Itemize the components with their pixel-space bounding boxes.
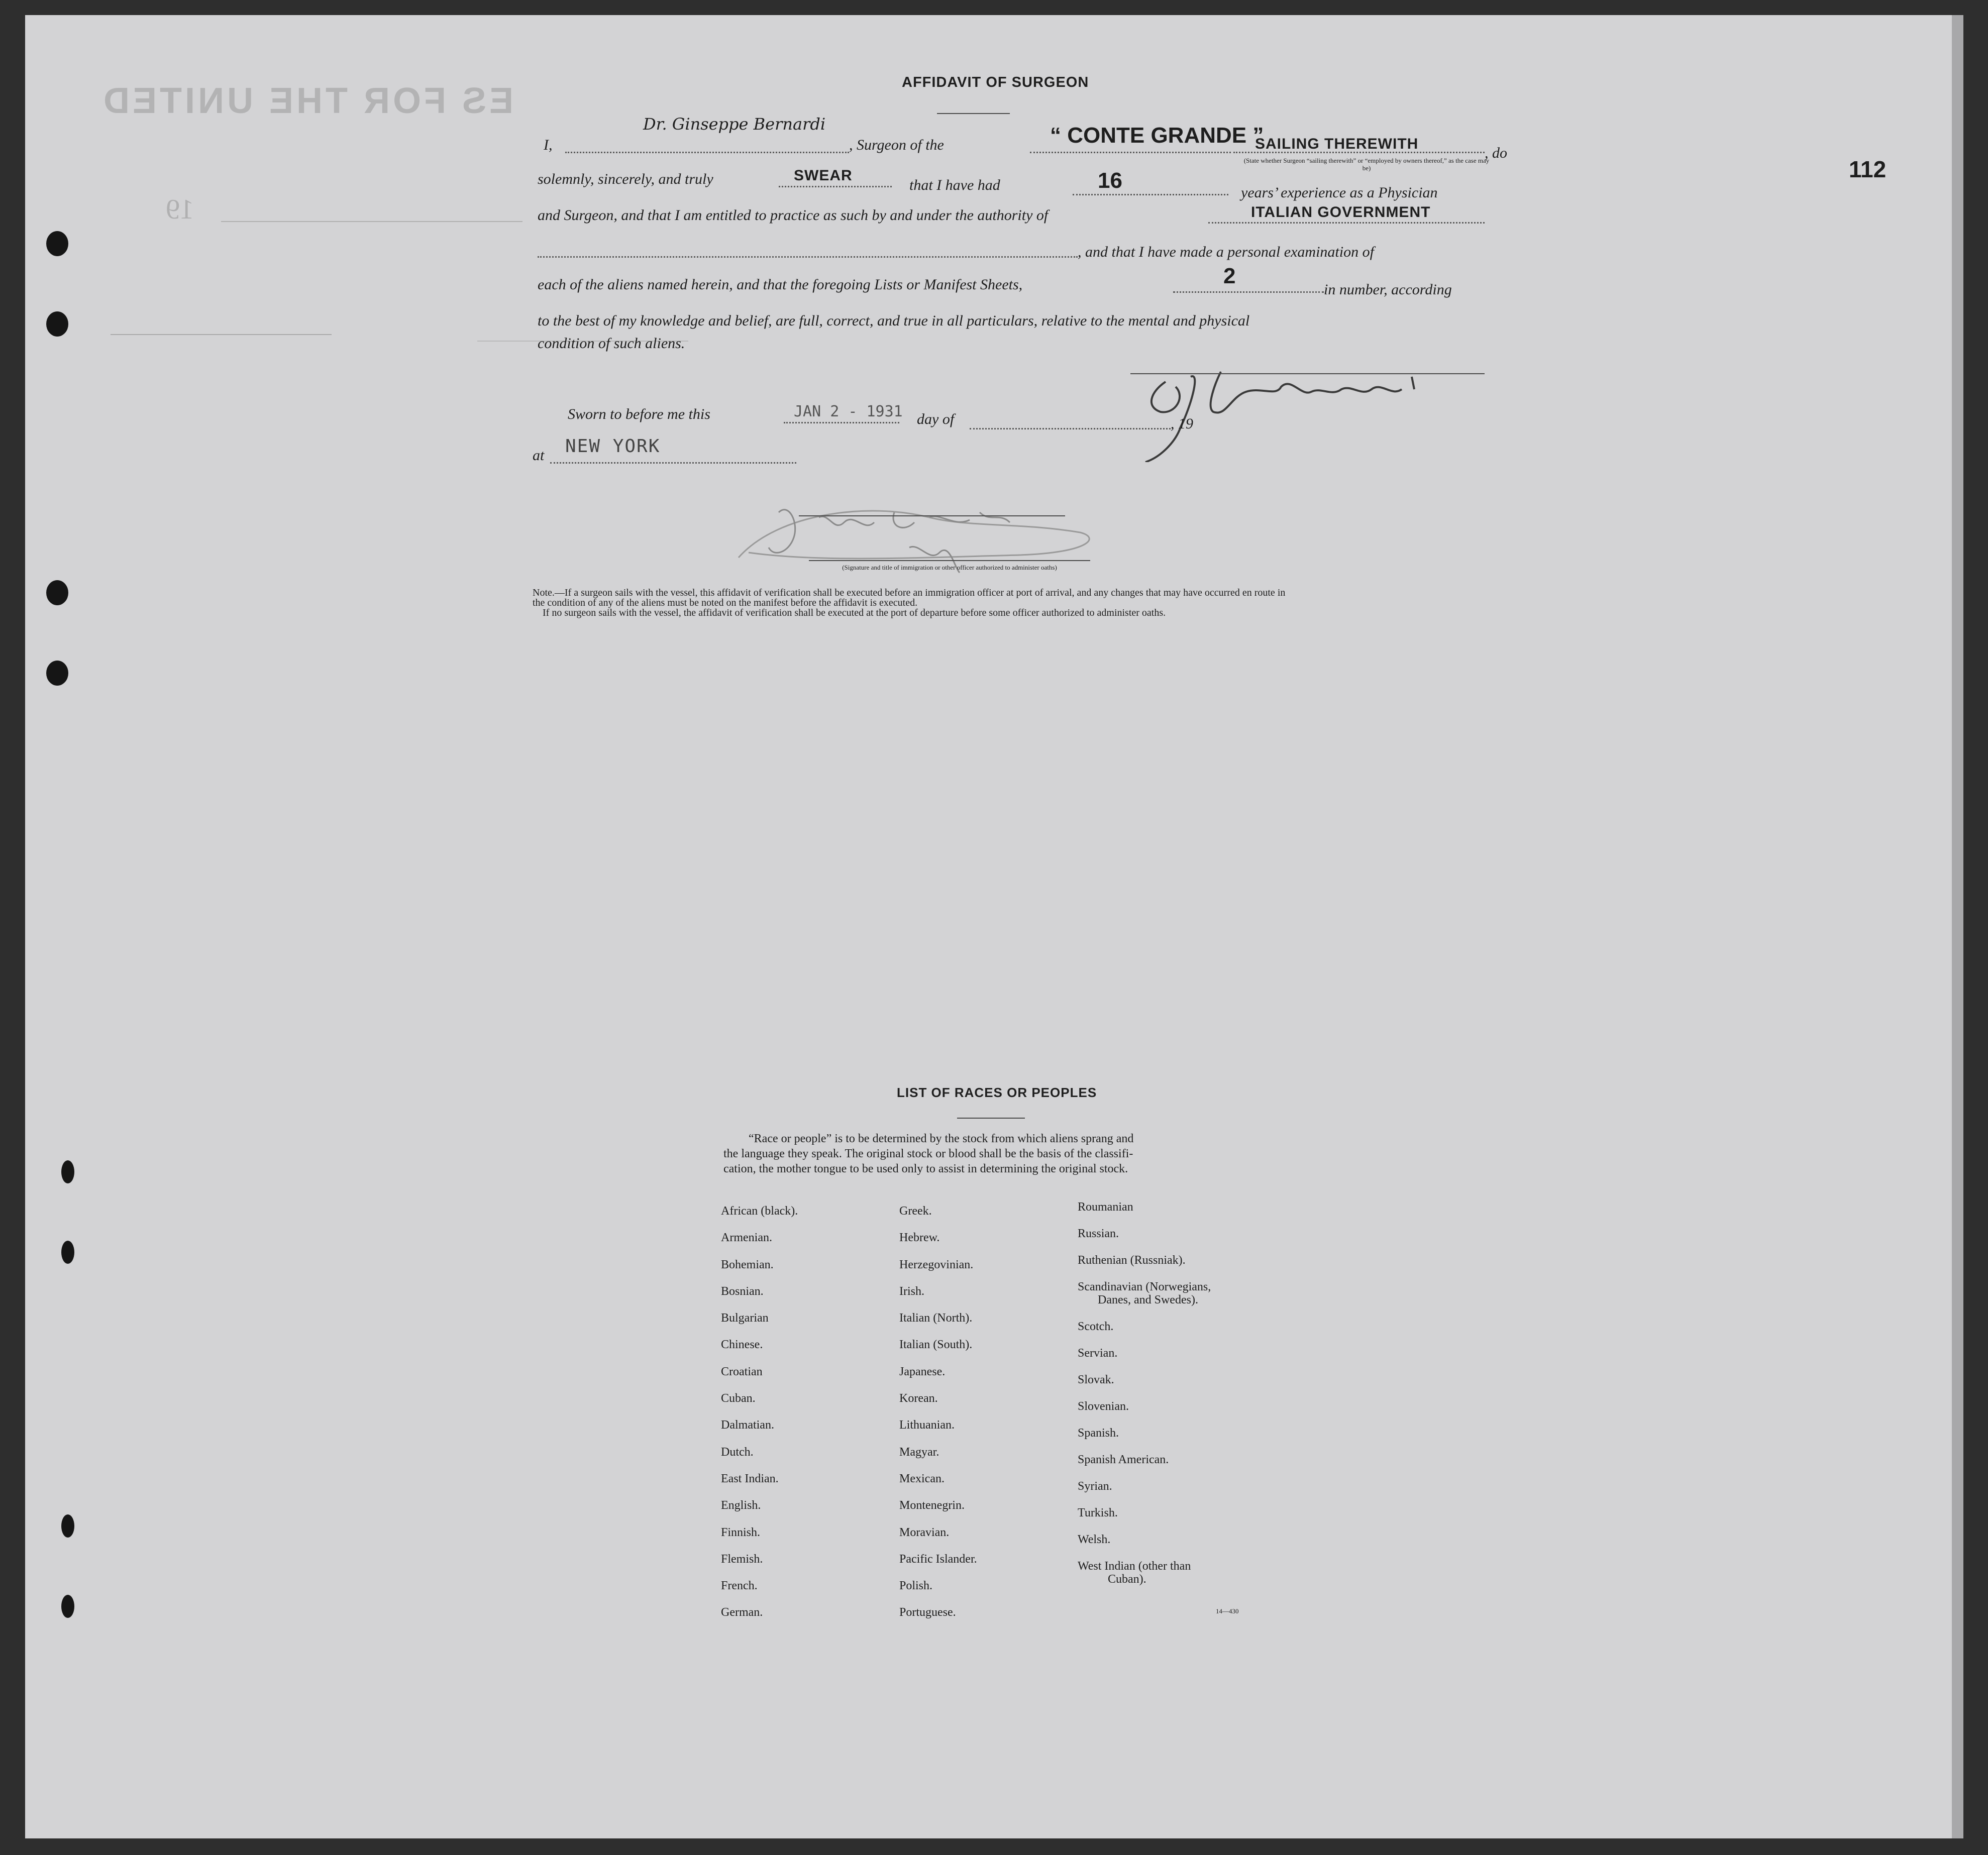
oath-word-field: SWEAR (794, 167, 853, 184)
race-item: West Indian (other than (1078, 1560, 1191, 1573)
race-item: Irish. (899, 1284, 924, 1298)
binder-hole (61, 1595, 74, 1618)
affidavit-text: , Surgeon of the (849, 137, 944, 153)
document-page (25, 15, 1952, 1838)
race-item: German. (721, 1606, 763, 1619)
race-item: Lithuanian. (899, 1418, 955, 1432)
race-item: Russian. (1078, 1227, 1119, 1240)
race-item: Slovenian. (1078, 1400, 1129, 1413)
race-item: Pacific Islander. (899, 1552, 977, 1566)
sworn-text: , 19 (1171, 415, 1193, 432)
intro-line: the language they speak. The original stock or blood shall be the basis of the classifi- (723, 1147, 1133, 1160)
sailing-status-line (1233, 152, 1485, 153)
races-column-1 (721, 1198, 798, 1626)
binder-hole (61, 1514, 74, 1538)
race-item: Welsh. (1078, 1533, 1111, 1546)
authority-continuation-line (538, 256, 1078, 258)
affidavit-heading: AFFIDAVIT OF SURGEON (902, 74, 1089, 90)
sheets-count-line (1173, 291, 1324, 293)
affidavit-text: I, (544, 137, 553, 153)
race-item: Italian (South). (899, 1338, 973, 1352)
race-item: Bohemian. (721, 1258, 774, 1271)
race-item: Polish. (899, 1579, 933, 1593)
race-item: English. (721, 1499, 761, 1512)
years-field: 16 (1098, 168, 1122, 193)
binder-hole (46, 311, 68, 337)
page-number: 112 (1849, 156, 1887, 182)
affidavit-text: to the best of my knowledge and belief, are full, correct, and true in all particulars, relative to the mental and physical (538, 312, 1250, 329)
form-number: 14—430 (1216, 1607, 1239, 1615)
race-item: Flemish. (721, 1552, 763, 1566)
authority-field: ITALIAN GOVERNMENT (1251, 204, 1431, 221)
bleed-through-heading: ES FOR THE UNITED (100, 81, 514, 121)
officer-signature-line (799, 515, 1065, 516)
surgeon-name-field: Dr. Ginseppe Bernardi (643, 115, 826, 134)
place-stamp: NEW YORK (565, 436, 661, 457)
affidavit-text: condition of such aliens. (538, 335, 685, 352)
race-item: Cuban). (1108, 1573, 1146, 1586)
races-intro (723, 1131, 1276, 1176)
binder-hole (61, 1160, 74, 1183)
affidavit-text: each of the aliens named herein, and that the foregoing Lists or Manifest Sheets, (538, 276, 1023, 293)
binder-hole (46, 231, 68, 256)
affidavit-text: , and that I have made a personal examination of (1078, 244, 1374, 260)
officer-signature (718, 482, 1120, 588)
race-item: Spanish. (1078, 1427, 1119, 1440)
affidavit-text: , do (1485, 145, 1507, 161)
binder-hole (46, 580, 68, 605)
race-item: Roumanian (1078, 1201, 1133, 1214)
race-item: Syrian. (1078, 1480, 1112, 1493)
race-item: Herzegovinian. (899, 1258, 974, 1271)
race-item: Slovak. (1078, 1373, 1114, 1386)
bleed-through-rule (111, 334, 332, 335)
surgeon-signature (1130, 342, 1522, 462)
race-item: Montenegrin. (899, 1499, 965, 1512)
races-column-3 (1078, 1201, 1211, 1586)
affidavit-text: in number, according (1324, 281, 1452, 298)
officer-title-line (809, 560, 1090, 561)
race-item: Scandinavian (Norwegians, (1078, 1280, 1211, 1293)
note-line: Note.—If a surgeon sails with the vessel, this affidavit of verification shall be executed before an immigration officer at port of arrival, and any changes that may have occurred en route in (533, 587, 1286, 598)
race-item: Croatian (721, 1365, 763, 1378)
race-item: Dutch. (721, 1445, 754, 1459)
officer-caption: (Signature and title of immigration or other officer authorized to administer oaths) (842, 564, 1057, 571)
sworn-month-line (970, 428, 1171, 429)
note-line: the condition of any of the aliens must be noted on the manifest before the affidavit is executed. (533, 597, 918, 608)
years-line (1073, 194, 1228, 195)
oath-word-line (779, 186, 892, 187)
sailing-status-field: SAILING THEREWITH (1255, 136, 1419, 152)
race-item: Japanese. (899, 1365, 946, 1378)
race-item: Scotch. (1078, 1320, 1114, 1333)
races-heading-underline (957, 1118, 1025, 1119)
race-item: Portuguese. (899, 1606, 956, 1619)
ship-name-field: “ CONTE GRANDE ” (1050, 123, 1264, 148)
race-item: Chinese. (721, 1338, 763, 1352)
surgeon-name-line (565, 152, 849, 153)
race-item: Bulgarian (721, 1312, 769, 1325)
race-item: Mexican. (899, 1472, 945, 1485)
race-item: African (black). (721, 1205, 798, 1218)
race-item: East Indian. (721, 1472, 779, 1485)
sailing-status-note: (State whether Surgeon “sailing therewith” or “employed by owners thereof,” as the case may be) (1243, 157, 1490, 172)
sworn-date-line (784, 422, 899, 423)
intro-line: “Race or people” is to be determined by the stock from which aliens sprang and (749, 1132, 1134, 1145)
race-item: Bosnian. (721, 1284, 764, 1298)
race-item: Danes, and Swedes). (1098, 1293, 1198, 1306)
race-item: Moravian. (899, 1525, 950, 1539)
race-item: Dalmatian. (721, 1418, 774, 1432)
sheets-count-field: 2 (1223, 264, 1236, 288)
races-column-2 (899, 1198, 977, 1626)
bleed-through-rule (221, 221, 522, 222)
note-line: If no surgeon sails with the vessel, the affidavit of verification shall be executed at the port of departure before some officer authorized to administer oaths. (543, 607, 1166, 618)
race-item: Finnish. (721, 1525, 761, 1539)
authority-line (1208, 222, 1485, 224)
race-item: French. (721, 1579, 758, 1593)
race-item: Hebrew. (899, 1231, 940, 1245)
affidavit-text: and Surgeon, and that I am entitled to practice as such by and under the authority of (538, 207, 1049, 224)
surgeon-signature-line (1130, 373, 1485, 374)
affidavit-note (533, 588, 1497, 618)
race-item: Servian. (1078, 1347, 1118, 1360)
intro-line: cation, the mother tongue to be used only to assist in determining the original stock. (723, 1162, 1128, 1175)
ship-name-line (1030, 152, 1231, 153)
race-item: Korean. (899, 1392, 938, 1405)
heading-underline (937, 113, 1010, 114)
sworn-text: day of (917, 411, 955, 427)
race-item: Cuban. (721, 1392, 756, 1405)
place-line (550, 462, 796, 464)
sworn-date-stamp: JAN 2 - 1931 (794, 403, 903, 420)
race-item: Armenian. (721, 1231, 772, 1245)
race-item: Ruthenian (Russniak). (1078, 1254, 1186, 1267)
binder-hole (61, 1241, 74, 1264)
race-item: Italian (North). (899, 1312, 973, 1325)
sworn-text: Sworn to before me this (568, 406, 710, 422)
binder-hole (46, 661, 68, 686)
race-item: Turkish. (1078, 1506, 1118, 1519)
race-item: Magyar. (899, 1445, 939, 1459)
races-heading: LIST OF RACES OR PEOPLES (897, 1085, 1097, 1100)
race-item: Spanish American. (1078, 1453, 1169, 1466)
bleed-through-number: 19 (166, 194, 194, 225)
affidavit-text: that I have had (909, 177, 1000, 193)
race-item: Greek. (899, 1205, 932, 1218)
affidavit-text: solemnly, sincerely, and truly (538, 171, 713, 187)
at-label: at (533, 447, 545, 464)
affidavit-text: years’ experience as a Physician (1241, 184, 1438, 201)
